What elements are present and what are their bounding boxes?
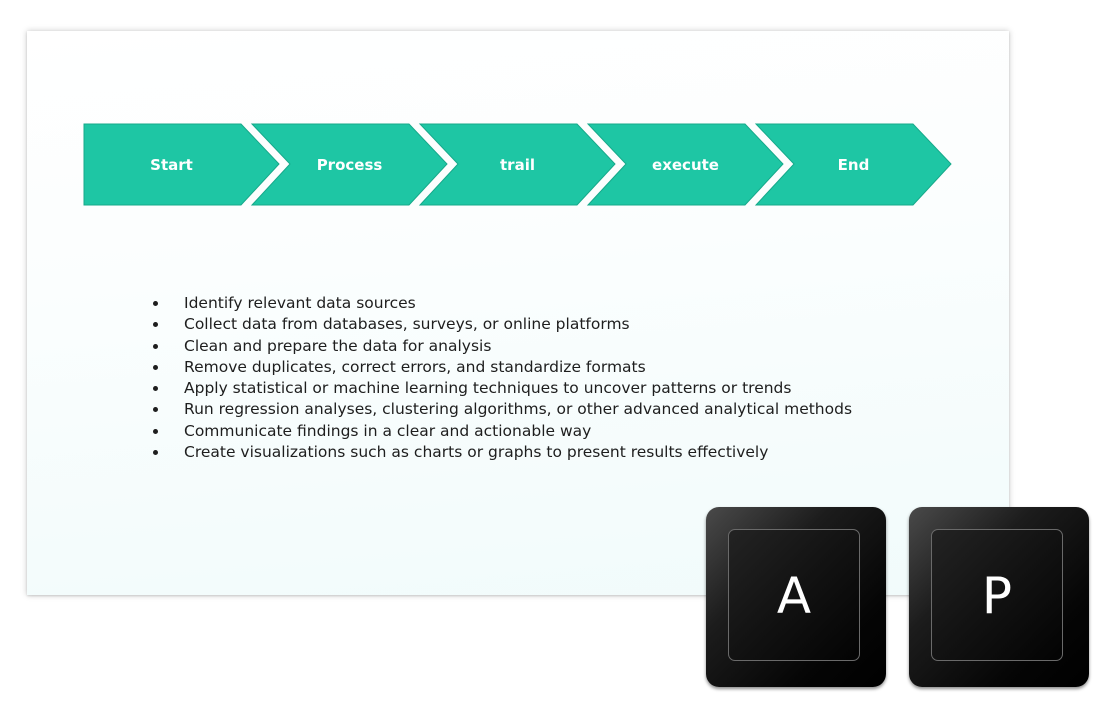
list-item: Apply statistical or machine learning techniques to uncover patterns or trends <box>150 378 852 399</box>
keyboard-key-p[interactable] <box>909 507 1089 687</box>
flow-step-process[interactable]: Process <box>316 156 383 174</box>
key-face <box>931 529 1063 661</box>
bullet-list <box>150 293 852 463</box>
list-item: Communicate findings in a clear and actionable way <box>150 421 852 442</box>
list-item: Collect data from databases, surveys, or online platforms <box>150 314 852 335</box>
keyboard-key-a[interactable] <box>706 507 886 687</box>
key-face <box>728 529 860 661</box>
list-item: Remove duplicates, correct errors, and standardize formats <box>150 357 852 378</box>
flow-step-execute[interactable]: execute <box>652 156 719 174</box>
process-flow <box>84 123 954 207</box>
flow-step-trail[interactable]: trail <box>500 156 535 174</box>
list-item: Create visualizations such as charts or graphs to present results effectively <box>150 442 852 463</box>
key-letter-a: A <box>776 567 812 625</box>
list-item: Clean and prepare the data for analysis <box>150 336 852 357</box>
key-letter-p: P <box>981 567 1013 625</box>
flow-step-start[interactable]: Start <box>150 156 193 174</box>
list-item: Identify relevant data sources <box>150 293 852 314</box>
flow-step-end[interactable]: End <box>837 156 870 174</box>
list-item: Run regression analyses, clustering algorithms, or other advanced analytical methods <box>150 399 852 420</box>
